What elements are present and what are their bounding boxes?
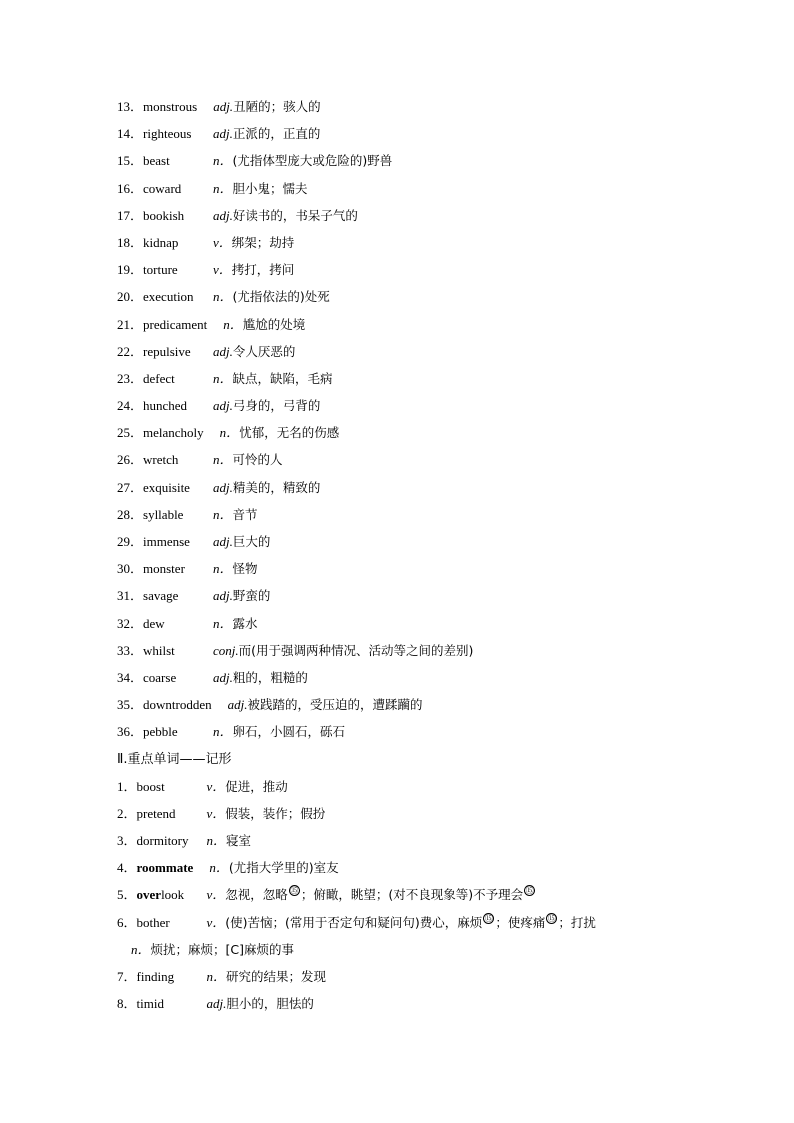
part-of-speech: n． xyxy=(213,506,233,522)
definition: 正派的，正直的 xyxy=(232,126,321,142)
definition: 丑陋的；骇人的 xyxy=(233,99,321,114)
definition: 缺点，缺陷，毛病 xyxy=(232,370,333,386)
part-of-speech: n． xyxy=(223,316,243,332)
list-item: 21．predicament n．尴尬的处境 xyxy=(117,311,677,338)
word: overlook xyxy=(136,887,185,903)
list-item: 2．pretend v．假装，装作；假扮 xyxy=(117,800,677,827)
list-item: 26．wretch n．可怜的人 xyxy=(117,446,677,473)
word: execution xyxy=(143,289,194,305)
list-item: 34．coarse adj.粗的，粗糙的 xyxy=(117,664,677,691)
definition: (尤指体型庞大或危险的)野兽 xyxy=(232,153,393,169)
word: torture xyxy=(143,262,178,278)
list-item: 32．dew n．露水 xyxy=(117,610,677,637)
list-item: 33．whilst conj.而(用于强调两种情况、活动等之间的差别) xyxy=(117,637,677,664)
list-item: 4．roommate n．(尤指大学里的)室友 xyxy=(117,854,677,881)
word: exquisite xyxy=(143,479,190,495)
list-item: 18．kidnap v．绑架；劫持 xyxy=(117,229,677,256)
definition: 被践踏的，受压迫的，遭蹂躏的 xyxy=(247,697,423,713)
definition: 而(用于强调两种情况、活动等之间的差别) xyxy=(238,642,474,658)
definition: 巨大的 xyxy=(232,534,271,549)
word: melancholy xyxy=(143,425,204,441)
list-item: 14．righteous adj.正派的，正直的 xyxy=(117,120,677,147)
part-of-speech: adj. xyxy=(206,996,227,1012)
definition: 令人厌恶的 xyxy=(232,343,296,359)
part-of-speech: v． xyxy=(206,805,226,821)
word: coward xyxy=(143,180,182,196)
list-item: 31．savage adj.野蛮的 xyxy=(117,582,677,609)
definition: 促进，推动 xyxy=(225,778,288,794)
definition: 尴尬的处境 xyxy=(242,316,306,332)
part-of-speech: n． xyxy=(131,941,151,957)
definition: 精美的，精致的 xyxy=(232,479,321,495)
definition: 忽视，忽略 ⑮ ；俯瞰，眺望；(对不良现象等)不予理会 ⑮ xyxy=(225,886,534,903)
part-of-speech: adj. xyxy=(213,207,233,223)
word: pebble xyxy=(143,724,178,740)
definition: 好读书的，书呆子气的 xyxy=(232,207,358,223)
word: repulsive xyxy=(143,343,191,359)
definition: 粗的，粗糙的 xyxy=(232,669,308,685)
list-item: 16．coward n．胆小鬼；懦夫 xyxy=(117,175,677,202)
footnote-marker-icon: ⑮ xyxy=(290,886,299,896)
list-item: 17．bookish adj.好读书的，书呆子气的 xyxy=(117,202,677,229)
definition: 寝室 xyxy=(226,833,252,849)
part-of-speech: n． xyxy=(219,425,240,441)
definition: 怪物 xyxy=(232,561,258,577)
word: bookish xyxy=(143,207,185,223)
definition: 可怜的人 xyxy=(232,452,283,468)
part-of-speech: n． xyxy=(209,860,229,876)
word: immense xyxy=(143,534,190,549)
part-of-speech: v． xyxy=(213,234,232,250)
list-item: 22．repulsive adj.令人厌恶的 xyxy=(117,338,677,365)
section-heading: Ⅱ.重点单词——记形 xyxy=(117,751,232,767)
list-item: 3．dormitory n．寝室 xyxy=(117,827,677,854)
part-of-speech: adj. xyxy=(213,588,233,604)
list-item: 20．execution n．(尤指依法的)处死 xyxy=(117,283,677,310)
list-item: 24．hunched adj.弓身的，弓背的 xyxy=(117,392,677,419)
part-of-speech: v． xyxy=(206,778,226,794)
word: predicament xyxy=(143,316,208,332)
part-of-speech: adj. xyxy=(227,697,248,713)
definition: (尤指大学里的)室友 xyxy=(228,860,339,876)
footnote-marker-icon: ⑮ xyxy=(525,886,534,896)
word: finding xyxy=(136,969,175,984)
part-of-speech: v． xyxy=(206,914,226,930)
part-of-speech: n． xyxy=(206,833,227,849)
list-item: 6．bother v．(使)苦恼；(常用于否定句和疑问句)费心，麻烦 ⑮ ；使疼痛 ⑮ ；打扰 xyxy=(117,909,677,936)
part-of-speech: adj. xyxy=(213,343,233,359)
list-item-continuation xyxy=(117,936,677,963)
list-item: 36．pebble n．卵石，小圆石，砾石 xyxy=(117,718,677,745)
list-item: 5．overlook v．忽视，忽略 ⑮ ；俯瞰，眺望；(对不良现象等)不予理会 ⑮ xyxy=(117,881,677,908)
part-of-speech: v． xyxy=(206,887,226,903)
list-item: 35．downtrodden adj.被践踏的，受压迫的，遭蹂躏的 xyxy=(117,691,677,718)
part-of-speech: n． xyxy=(213,180,233,196)
list-item: 8．timid adj.胆小的，胆怯的 xyxy=(117,990,677,1017)
word: boost xyxy=(136,778,165,794)
word: coarse xyxy=(143,669,177,685)
part-of-speech: adj. xyxy=(213,99,234,114)
word: whilst xyxy=(143,642,175,658)
definition: (使)苦恼；(常用于否定句和疑问句)费心，麻烦 ⑮ ；使疼痛 ⑮ ；打扰 xyxy=(225,913,596,930)
part-of-speech: adj. xyxy=(213,126,233,142)
definition: 野蛮的 xyxy=(232,588,271,604)
definition: 忧郁，无名的伤感 xyxy=(239,425,340,441)
definition: 音节 xyxy=(232,506,258,522)
word: monster xyxy=(143,561,185,577)
definition: 弓身的，弓背的 xyxy=(232,398,321,414)
definition: 绑架；劫持 xyxy=(231,234,295,250)
part-of-speech: adj. xyxy=(213,669,233,685)
word: wretch xyxy=(143,452,179,468)
list-item: 19．torture v．拷打，拷问 xyxy=(117,256,677,283)
definition: 露水 xyxy=(232,615,258,631)
word: hunched xyxy=(143,398,188,414)
part-of-speech: adj. xyxy=(213,479,233,495)
word: dormitory xyxy=(136,833,189,849)
definition: 胆小鬼；懦夫 xyxy=(232,180,308,196)
part-of-speech: adj. xyxy=(213,398,233,414)
part-of-speech: n． xyxy=(213,452,233,468)
word: monstrous xyxy=(143,99,198,114)
part-of-speech: n． xyxy=(213,153,233,169)
word: dew xyxy=(143,615,165,631)
part-of-speech: v． xyxy=(213,262,232,278)
list-item: 15．beast n．(尤指体型庞大或危险的)野兽 xyxy=(117,147,677,174)
word: timid xyxy=(136,996,164,1012)
list-item: 23．defect n．缺点，缺陷，毛病 xyxy=(117,365,677,392)
part-of-speech: n． xyxy=(213,370,233,386)
word: beast xyxy=(143,153,170,169)
definition: (尤指依法的)处死 xyxy=(232,289,330,305)
part-of-speech: conj. xyxy=(213,642,239,658)
word: roommate xyxy=(136,860,194,876)
part-of-speech: n． xyxy=(213,615,233,631)
list-item: 28．syllable n．音节 xyxy=(117,501,677,528)
definition: 卵石，小圆石，砾石 xyxy=(232,724,346,740)
word: defect xyxy=(143,370,175,386)
definition: 假装，装作；假扮 xyxy=(225,805,326,821)
word: savage xyxy=(143,588,179,604)
footnote-marker-icon: ⑮ xyxy=(547,913,556,923)
word: righteous xyxy=(143,126,192,142)
word: bother xyxy=(136,914,170,930)
vocabulary-list xyxy=(117,93,677,1017)
list-item: 7．finding n．研究的结果；发现 xyxy=(117,963,677,990)
word: kidnap xyxy=(143,234,179,250)
list-item: 25．melancholy n．忧郁，无名的伤感 xyxy=(117,419,677,446)
footnote-marker-icon: ⑮ xyxy=(484,913,493,923)
definition: 胆小的，胆怯的 xyxy=(226,996,314,1012)
definition: 烦扰；麻烦；[C]麻烦的事 xyxy=(150,941,294,957)
vocab-list-part1 xyxy=(117,93,677,746)
definition: 研究的结果；发现 xyxy=(226,969,327,984)
word: syllable xyxy=(143,506,184,522)
list-item: 13．monstrous adj.丑陋的；骇人的 xyxy=(117,93,677,120)
list-item: 30．monster n．怪物 xyxy=(117,555,677,582)
list-item: 27．exquisite adj.精美的，精致的 xyxy=(117,474,677,501)
part-of-speech: n． xyxy=(213,561,233,577)
part-of-speech: n． xyxy=(213,289,233,305)
list-item: 29．immense adj.巨大的 xyxy=(117,528,677,555)
word: downtrodden xyxy=(143,697,212,713)
word: pretend xyxy=(136,805,176,821)
part-of-speech: n． xyxy=(206,969,227,984)
part-of-speech: adj. xyxy=(213,534,233,549)
part-of-speech: n． xyxy=(213,724,233,740)
list-item: 1．boost v．促进，推动 xyxy=(117,773,677,800)
definition: 拷打，拷问 xyxy=(231,262,295,278)
